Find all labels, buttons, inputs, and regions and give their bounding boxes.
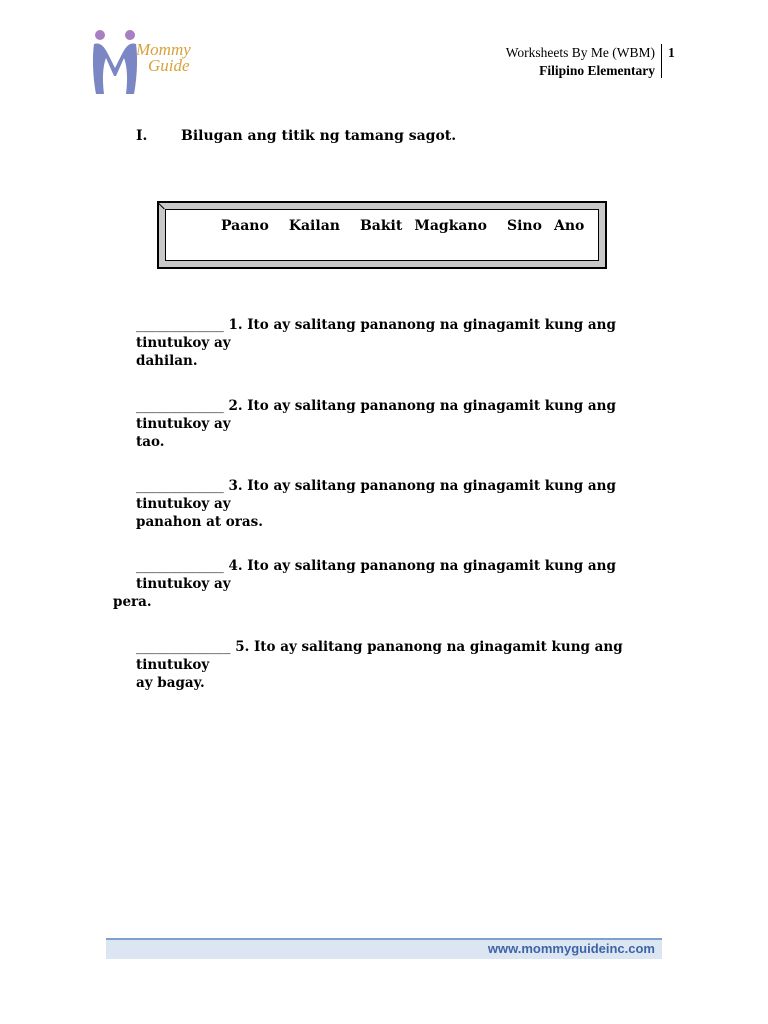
question-text: 4. Ito ay salitang pananong na ginagamit kung ang tinutukoy ay bbox=[136, 558, 616, 592]
word-bank-word: Ano bbox=[553, 218, 585, 234]
logo-word-2: Guide bbox=[148, 56, 190, 75]
mommy-guide-logo bbox=[90, 28, 210, 100]
question-text-continued: tao. bbox=[136, 434, 165, 450]
question-item-1 bbox=[136, 316, 656, 370]
page-number: 1 bbox=[668, 45, 675, 60]
word-bank-word: Magkano bbox=[414, 218, 487, 234]
answer-blank[interactable]: ______________ bbox=[136, 639, 231, 655]
header-series: Worksheets By Me (WBM) bbox=[505, 45, 655, 60]
question-text-continued: pera. bbox=[113, 594, 152, 610]
word-bank-word: Kailan bbox=[288, 218, 340, 234]
word-bank-box bbox=[157, 201, 607, 269]
question-text: 2. Ito ay salitang pananong na ginagamit kung ang tinutukoy ay bbox=[136, 398, 616, 432]
section-number: I. bbox=[136, 128, 148, 144]
question-item-2 bbox=[136, 397, 656, 451]
question-text: 1. Ito ay salitang pananong na ginagamit kung ang tinutukoy ay bbox=[136, 317, 616, 351]
header-divider bbox=[661, 44, 662, 78]
family-figures-icon bbox=[90, 28, 140, 100]
section-instruction: Bilugan ang titik ng tamang sagot. bbox=[181, 128, 457, 144]
word-bank-list bbox=[221, 218, 604, 234]
question-text-continued: panahon at oras. bbox=[136, 514, 263, 530]
header-subject: Filipino Elementary bbox=[539, 63, 655, 78]
answer-blank[interactable]: _____________ bbox=[136, 558, 224, 574]
logo-word-1: Mommy bbox=[136, 40, 191, 59]
question-text: 3. Ito ay salitang pananong na ginagamit kung ang tinutukoy ay bbox=[136, 478, 616, 512]
word-bank-word: Paano bbox=[221, 218, 269, 234]
section-heading bbox=[136, 128, 456, 144]
question-item-5 bbox=[136, 638, 656, 692]
word-bank-word: Bakit bbox=[359, 218, 403, 234]
footer-website-link[interactable]: www.mommyguideinc.com bbox=[487, 941, 655, 956]
question-item-4 bbox=[113, 557, 656, 611]
word-bank-inner bbox=[165, 209, 599, 261]
question-text: 5. Ito ay salitang pananong na ginagamit kung ang tinutukoy bbox=[136, 639, 623, 673]
document-header bbox=[506, 44, 655, 80]
word-bank-word: Sino bbox=[507, 218, 542, 234]
logo-wordmark bbox=[136, 42, 191, 74]
question-text-continued: dahilan. bbox=[136, 353, 198, 369]
answer-blank[interactable]: _____________ bbox=[136, 317, 224, 333]
answer-blank[interactable]: _____________ bbox=[136, 478, 224, 494]
answer-blank[interactable]: _____________ bbox=[136, 398, 224, 414]
question-text-continued: ay bagay. bbox=[136, 675, 205, 691]
question-item-3 bbox=[136, 477, 656, 531]
